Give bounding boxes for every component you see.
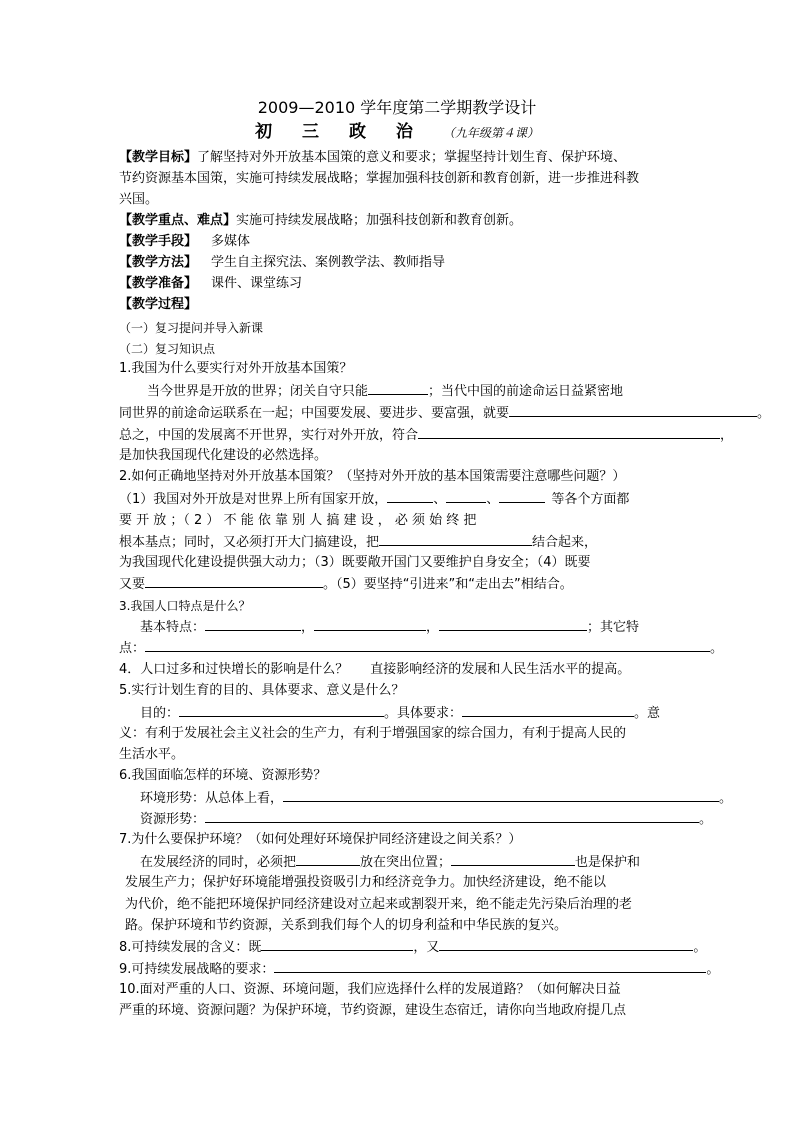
blank[interactable] xyxy=(446,489,486,503)
q7-question: 7.为什么要保护环境？（如何处理好环境保护同经济建设之间关系？） xyxy=(119,832,522,847)
goals-line-1 xyxy=(119,148,626,168)
q6-text-1: 环境形势：从总体上看， xyxy=(140,791,284,806)
q7-line-2: 发展生产力；保护好环境能增强投资吸引力和经济竞争力。加快经济建设，绝不能以 xyxy=(125,875,607,890)
blank[interactable] xyxy=(205,809,699,823)
key-points-text: 实施可持续发展战略；加强科技创新和教育创新。 xyxy=(236,213,523,228)
key-points-label: 【教学重点、难点】 xyxy=(119,213,237,228)
q6-line-2 xyxy=(140,809,712,830)
q1-text-1: 当今世界是开放的世界；闭关自守只能 xyxy=(147,384,369,399)
blank[interactable] xyxy=(283,788,719,802)
q3-text-1-end: ；其它特 xyxy=(587,620,640,635)
q6-line-1 xyxy=(140,788,732,809)
q6-text-2: 资源形势： xyxy=(140,812,206,827)
q1-text-2-end: 。 xyxy=(757,406,771,421)
blank[interactable] xyxy=(387,489,433,503)
q7-line-4: 路。保护环境和节约资源，关系到我们每个人的切身利益和中华民族的复兴。 xyxy=(125,918,568,933)
q7-text-1: 在发展经济的同时，必须把 xyxy=(140,855,297,870)
q5-text-1: 目的： xyxy=(140,706,180,721)
q5-text-1-mid: 。具体要求： xyxy=(384,706,463,721)
q6-question: 6.我国面临怎样的环境、资源形势？ xyxy=(119,768,327,783)
process-label: 【教学过程】 xyxy=(119,297,198,312)
q4-answer: 直接影响经济的发展和人民生活水平的提高。 xyxy=(370,662,631,677)
q5-line-2: 义：有利于发展社会主义社会的生产力，有利于增强国家的综合国力，有利于提高人民的 xyxy=(119,726,627,741)
q2-text-5-end: 。（5）要坚持“引进来”和“走出去”相结合。 xyxy=(323,577,573,592)
q7-text-1-mid: 放在突出位置； xyxy=(360,855,452,870)
blank[interactable] xyxy=(418,425,720,439)
q9-end: 。 xyxy=(706,962,720,977)
q2-line-1 xyxy=(119,489,629,510)
blank[interactable] xyxy=(274,959,706,973)
q6-text-1-end: 。 xyxy=(719,791,733,806)
lesson-label: （九年级第４课） xyxy=(442,126,539,140)
q10-question: 10.面对严重的人口、资源、环境问题，我们应选择什么样的发展道路？（如何解决日益 xyxy=(119,982,621,997)
blank[interactable] xyxy=(439,617,587,631)
q2-sep-2: 、 xyxy=(486,492,500,507)
q3-text-1: 基本特点： xyxy=(140,620,206,635)
q2-text-3: 根本基点；同时，又必须打开大门搞建设，把 xyxy=(119,535,380,550)
blank[interactable] xyxy=(439,937,693,951)
q7-line-1 xyxy=(140,852,640,873)
prep-text: 课件、课堂练习 xyxy=(211,276,303,291)
goals-text-1: 了解坚持对外开放基本国策的意义和要求；掌握坚持计划生育、保护环境、 xyxy=(197,150,627,165)
blank[interactable] xyxy=(509,403,757,417)
goals-label: 【教学目标】 xyxy=(119,150,198,165)
q1-text-1b: ；当代中国的前途命运日益紧密地 xyxy=(428,384,624,399)
q8-end: 。 xyxy=(693,940,707,955)
blank[interactable] xyxy=(145,638,710,652)
q6-text-2-end: 。 xyxy=(699,812,713,827)
blank[interactable] xyxy=(205,617,301,631)
blank[interactable] xyxy=(462,703,634,717)
q9-line xyxy=(119,959,719,980)
q1-question: 1.我国为什么要实行对外开放基本国策？ xyxy=(119,361,353,376)
q3-text-2-end: 。 xyxy=(710,641,724,656)
blank[interactable] xyxy=(179,703,384,717)
q2-text-5: 又要 xyxy=(119,577,146,592)
q2-text-1: （1）我国对外开放是对世界上所有国家开放， xyxy=(119,492,388,507)
q3-sep-1: ， xyxy=(301,620,315,635)
document-title: 2009—2010 学年度第二学期教学设计 xyxy=(257,98,537,117)
q8-question: 8.可持续发展的含义：既 xyxy=(119,940,262,955)
q3-question: 3.我国人口特点是什么？ xyxy=(119,599,251,613)
q2-question: 2.如何正确地坚持对外开放基本国策？（坚持对外开放的基本国策需要注意哪些问题？） xyxy=(119,469,626,484)
blank[interactable] xyxy=(261,937,413,951)
q1-line-1 xyxy=(147,381,623,402)
means-label: 【教学手段】 xyxy=(119,234,198,249)
document-subtitle xyxy=(0,122,794,143)
q2-line-3 xyxy=(119,532,597,553)
q9-question: 9.可持续发展战略的要求： xyxy=(119,962,275,977)
blank[interactable] xyxy=(368,381,428,395)
q1-text-3-end: ， xyxy=(720,428,734,443)
blank[interactable] xyxy=(451,852,575,866)
q3-text-2: 点： xyxy=(119,641,146,656)
q10-question-2: 严重的环境、资源问题？为保护环境，节约资源，建设生态宿迁，请你向当地政府提几点 xyxy=(119,1003,627,1018)
prep-line xyxy=(119,274,302,294)
q2-text-1-end: 等各个方面都 xyxy=(551,492,630,507)
means-line xyxy=(119,232,250,252)
q1-text-2: 同世界的前途命运联系在一起；中国要发展、要进步、要富强，就要 xyxy=(119,406,510,421)
goals-line-3: 兴国。 xyxy=(119,192,159,207)
q1-line-2 xyxy=(119,403,770,424)
key-points-line xyxy=(119,211,522,231)
methods-line xyxy=(119,253,445,273)
means-text: 多媒体 xyxy=(211,234,251,249)
goals-line-2: 节约资源基本国策，实施可持续发展战略；掌握加强科技创新和教育创新，进一步推进科教 xyxy=(119,171,640,186)
section-2: （二）复习知识点 xyxy=(119,342,216,356)
q1-text-3: 总之，中国的发展离不开世界，实行对外开放，符合 xyxy=(119,428,419,443)
q2-line-2: 要 开 放 ；（ 2 ） 不 能 依 靠 别 人 搞 建 设 ， 必 须 始 终 把 xyxy=(119,513,477,528)
blank[interactable] xyxy=(145,574,323,588)
q5-text-1-end: 。意 xyxy=(634,706,661,721)
blank[interactable] xyxy=(296,852,360,866)
methods-text: 学生自主探究法、案例教学法、教师指导 xyxy=(211,255,446,270)
q3-line-1 xyxy=(140,617,639,638)
q5-question: 5.实行计划生育的目的、具体要求、意义是什么？ xyxy=(119,683,405,698)
blank[interactable] xyxy=(499,489,545,503)
q8-line xyxy=(119,937,706,958)
q2-line-5 xyxy=(119,574,573,595)
subject-title: 初 三 政 治 xyxy=(255,122,425,142)
q3-line-2 xyxy=(119,638,723,659)
q4-question: 4．人口过多和过快增长的影响是什么？ xyxy=(119,662,349,677)
q7-text-1-end: 也是保护和 xyxy=(575,855,641,870)
methods-label: 【教学方法】 xyxy=(119,255,198,270)
q1-line-3 xyxy=(119,425,733,446)
q4-line xyxy=(119,660,630,680)
q5-line-1 xyxy=(140,703,660,724)
blank[interactable] xyxy=(314,617,426,631)
q3-sep-2: ， xyxy=(426,620,440,635)
q7-line-3: 为代价，绝不能把环境保护同经济建设对立起来或割裂开来，绝不能走先污染后治理的老 xyxy=(125,897,633,912)
blank[interactable] xyxy=(379,532,532,546)
q8-mid: ，又 xyxy=(413,940,440,955)
q1-line-4: 是加快我国现代化建设的必然选择。 xyxy=(119,448,328,463)
q5-line-3: 生活水平。 xyxy=(119,747,185,762)
q2-text-3-end: 结合起来， xyxy=(532,535,598,550)
q2-sep-1: 、 xyxy=(433,492,447,507)
section-1: （一）复习提问并导入新课 xyxy=(119,321,264,335)
q2-line-4: 为我国现代化建设提供强大动力；（3）既要敞开国门又要维护自身安全；（4）既要 xyxy=(119,555,591,570)
prep-label: 【教学准备】 xyxy=(119,276,198,291)
